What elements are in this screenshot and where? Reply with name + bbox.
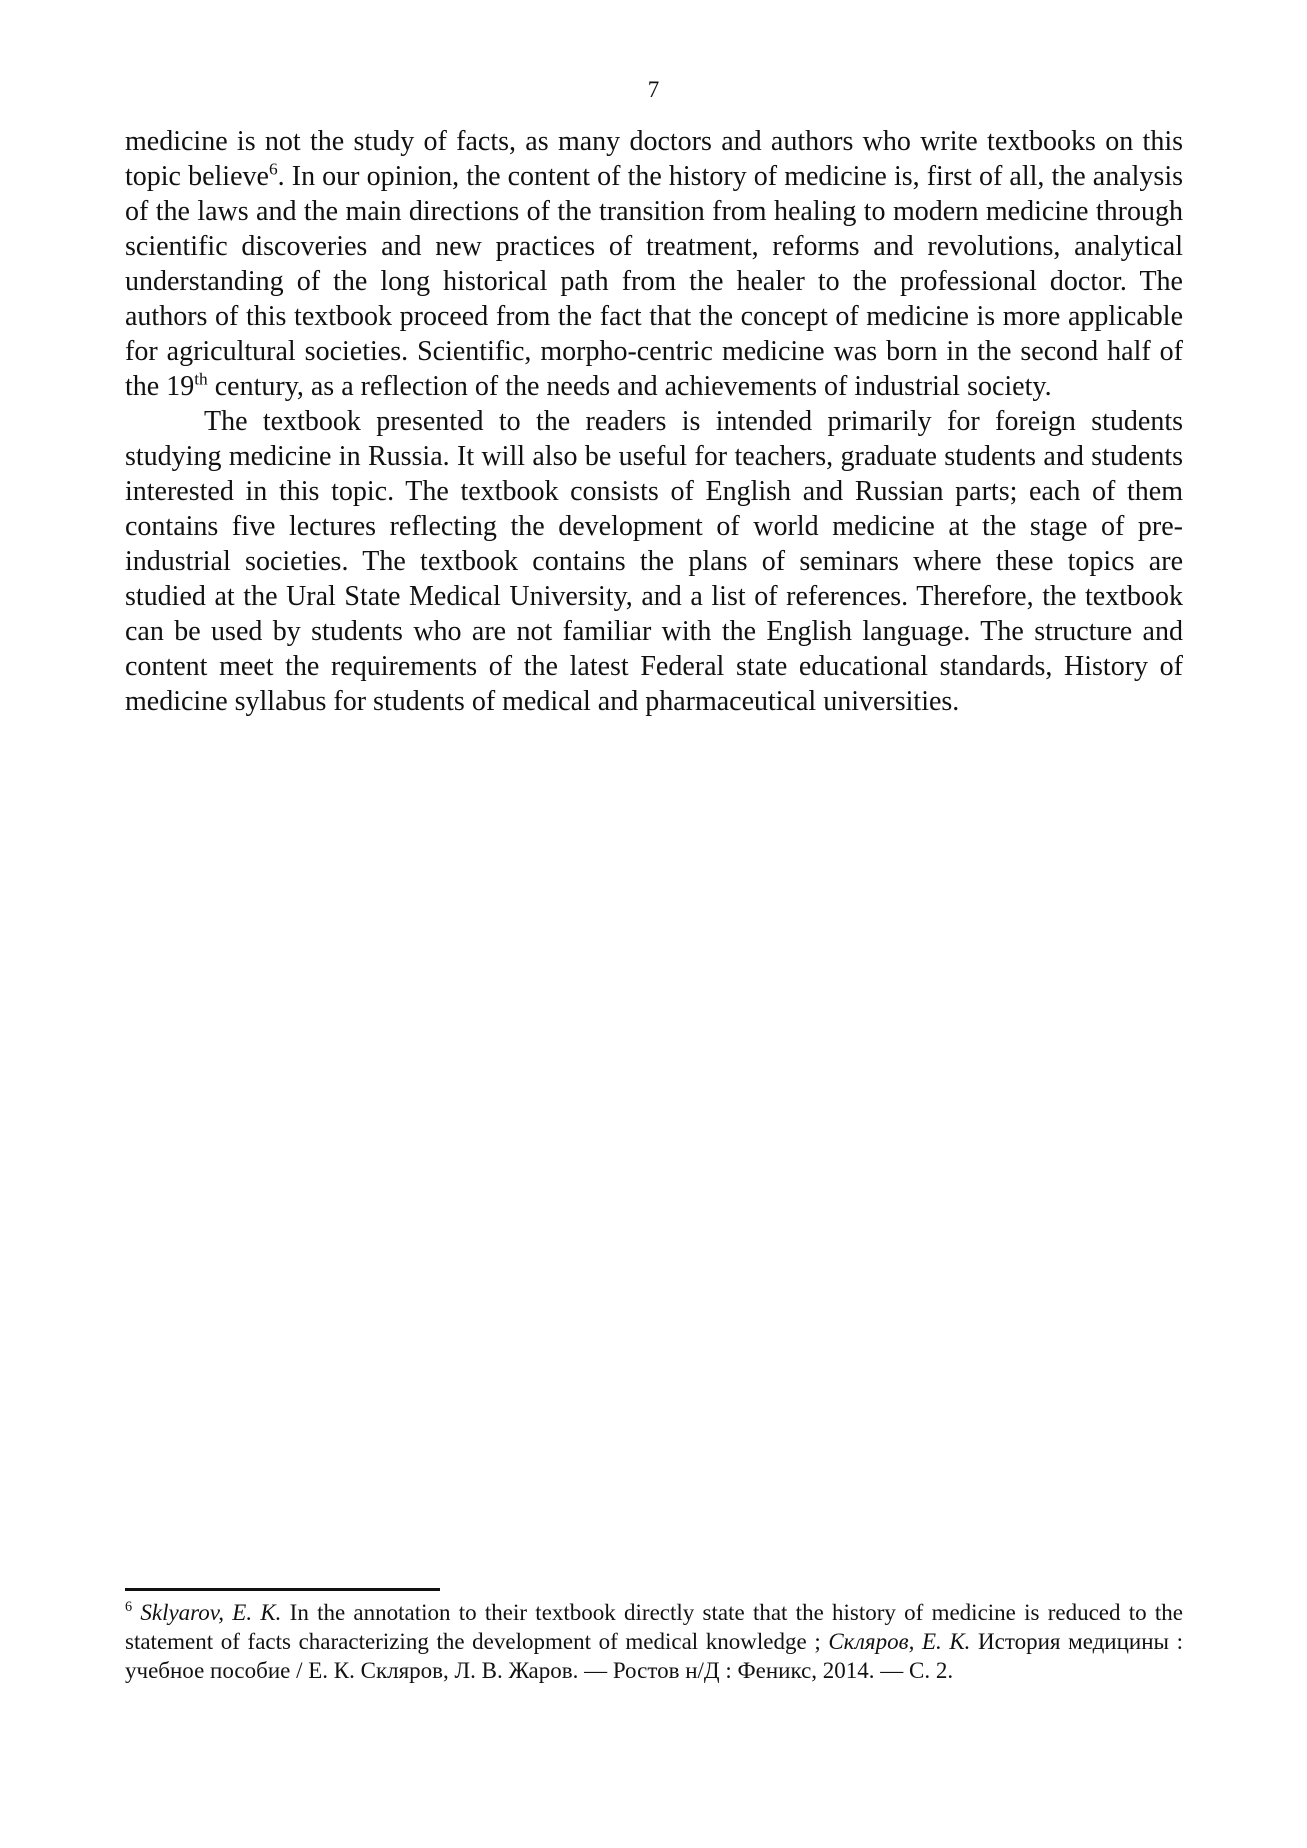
paragraph-1 [125,124,1183,404]
paragraph-2: The textbook presented to the readers is intended primarily for foreign students studying medicine in Russia. It will also be useful for teachers, graduate students and students interested in this topic. The textbook consists of English and Russian parts; each of them contains five lectures reflecting the development of world medicine at the stage of pre-industrial societies. The textbook contains the plans of seminars where these topics are studied at the Ural State Medical University, and a list of references. Therefore, the textbook can be used by students who are not familiar with the English language. The structure and content meet the requirements of the latest Federal state educational standards, History of medicine syllabus for students of medical and pharmaceutical universities. [125,406,1183,717]
footnote-reference: 6 [268,159,278,179]
page-number: 7 [647,77,660,102]
footnote-6 [125,1598,1183,1685]
footnote-separator [125,1588,440,1591]
footnote-text-en: In the annotation to their textbook directly state that the history of medicine is reduced to the statement of facts characterizing the development of medical knowledge ; [125,1600,1183,1654]
paragraph-1-text-a: medicine is not the study of facts, as many doctors and authors who write textbooks on this topic believe [125,126,1183,192]
paragraph-1-text-c: century, as a reflection of the needs and achievements of industrial society. [207,371,1052,402]
footnote-text-ru: История медицины : учебное пособие / Е. К. Скляров, Л. В. Жаров. — Ростов н/Д : Феникс, 2014. — С. 2. [125,1629,1184,1683]
footnote-author-ru: Скляров, Е. К. [828,1629,971,1654]
ordinal-superscript: th [194,369,208,389]
footnote [125,1598,1183,1685]
body-text [125,124,1183,719]
footnote-number: 6 [125,1599,133,1616]
paragraph-1-text-b: . In our opinion, the content of the history of medicine is, first of all, the analysis of the laws and the main directions of the transition from healing to modern medicine through scientific discoveries and new practices of treatment, reforms and revolutions, analytical understanding of the long historical path from the healer to the professional doctor. The authors of this textbook proceed from the fact that the concept of medicine is more applicable for agricultural societies. Scientific, morpho-centric medicine was born in the second half of the 19 [125,161,1184,402]
footnote-author-en: Sklyarov, E. K. [140,1600,282,1625]
